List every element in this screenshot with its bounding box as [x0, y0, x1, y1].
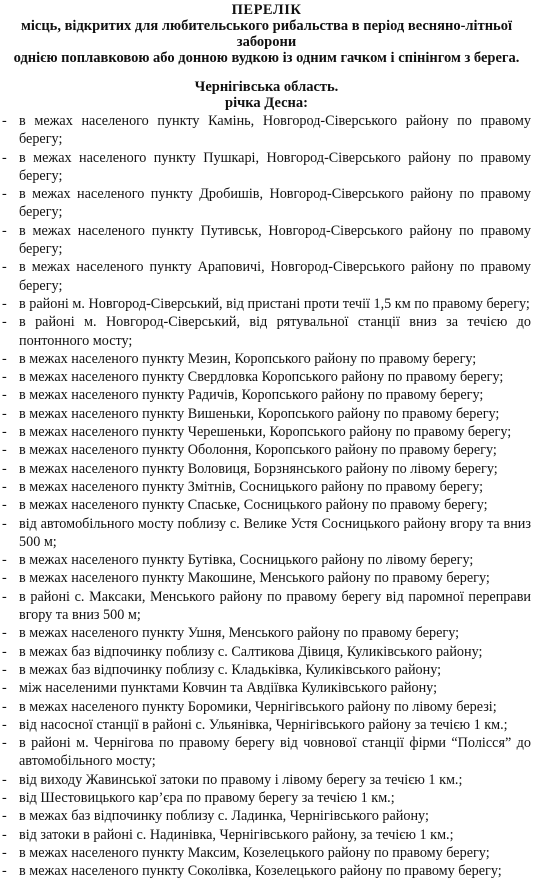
list-item-text: в межах населеного пункту Мезин, Коропського району по правому берегу;: [19, 350, 477, 367]
list-item: [2, 222, 531, 259]
river-heading: річка Десна:: [225, 95, 308, 111]
list-item-text: в межах баз відпочинку поблизу с. Салтикова Дівиця, Куликівського району;: [19, 643, 483, 660]
list-bullet: -: [2, 643, 7, 660]
list-bullet: -: [2, 314, 7, 331]
list-item-text: в межах населеного пункту Боромики, Чернігівського району по лівому березі;: [19, 698, 497, 715]
list-item: [2, 661, 531, 679]
list-item-text: від Шестовицького кар’єра по правому берегу за течією 1 км.;: [19, 789, 395, 806]
list-bullet: -: [2, 826, 7, 843]
list-item: [2, 386, 531, 404]
list-item-text: в межах баз відпочинку поблизу с. Кладьківка, Куликівського району;: [19, 661, 442, 678]
list-item: [2, 496, 531, 514]
list-bullet: -: [2, 405, 7, 422]
list-bullet: -: [2, 735, 7, 752]
list-item: [2, 862, 531, 880]
list-item-text: в межах баз відпочинку поблизу с. Ладинка, Чернігівського району;: [19, 808, 429, 825]
list-bullet: -: [2, 259, 7, 276]
list-bullet: -: [2, 113, 7, 129]
list-item-text: в межах населеного пункту Дробишів, Новгород-Сіверського району по правому берегу;: [19, 186, 531, 221]
list-item: [2, 734, 531, 771]
list-item: [2, 515, 531, 552]
list-bullet: -: [2, 186, 7, 203]
list-item: [2, 149, 531, 186]
list-item-text: в межах населеного пункту Змітнів, Сосницького району по правому берегу;: [19, 478, 484, 495]
list-item: [2, 478, 531, 496]
list-item-text: в межах населеного пункту Оболоння, Коропського району по правому берегу;: [19, 442, 497, 459]
list-item: [2, 112, 531, 149]
list-item-text: в районі с. Максаки, Менського району по правому берегу від паромної переправи вгору та вниз 500 м;: [19, 588, 531, 624]
list-bullet: -: [2, 625, 7, 642]
list-item: [2, 643, 531, 661]
list-item: [2, 826, 531, 844]
list-item: [2, 368, 531, 386]
list-item: [2, 405, 531, 423]
list-bullet: -: [2, 295, 7, 312]
list-item-text: від автомобільного мосту поблизу с. Велике Устя Сосницького району вгору та вниз 500 м;: [19, 515, 531, 550]
list-bullet: -: [2, 588, 7, 605]
places-list: [2, 112, 531, 880]
list-bullet: -: [2, 350, 7, 367]
list-item-text: в межах населеного пункту Бутівка, Сосницького району по лівому берегу;: [19, 552, 474, 569]
list-item: [2, 551, 531, 569]
list-item-text: в районі м. Новгород-Сіверський, від пристані проти течії 1,5 км по правому берегу;: [19, 295, 530, 312]
list-item-text: в межах населеного пункту Спаське, Сосницького району по правому берегу;: [19, 497, 488, 514]
list-item: [2, 460, 531, 478]
list-bullet: -: [2, 369, 7, 386]
list-bullet: -: [2, 698, 7, 715]
list-item-text: в межах населеного пункту Свердловка Коропського району по правому берегу;: [19, 369, 504, 386]
list-bullet: -: [2, 552, 7, 569]
list-item-text: між населеними пунктами Ковчин та Авдіївка Куликівського району;: [19, 680, 438, 697]
list-item: [2, 844, 531, 862]
document-subtitle-line-1: місць, відкритих для любительського рибальства в період весняно-літньої заборони: [20, 18, 512, 50]
list-bullet: -: [2, 716, 7, 733]
list-bullet: -: [2, 789, 7, 806]
list-item: [2, 313, 531, 350]
list-item: [2, 441, 531, 459]
list-bullet: -: [2, 442, 7, 459]
list-item: [2, 350, 531, 368]
list-item-text: в районі м. Чернігова по правому берегу від човнової станції фірми “Полісся” до автомобільного мосту;: [19, 735, 531, 770]
list-item: [2, 258, 531, 295]
list-bullet: -: [2, 460, 7, 477]
list-bullet: -: [2, 387, 7, 404]
list-item: [2, 807, 531, 825]
list-item: [2, 789, 531, 807]
document-subtitle-line-2: однією поплавковою або донною вудкою із одним гачком і спінінгом з берега.: [13, 50, 520, 66]
list-bullet: -: [2, 222, 7, 239]
list-item-text: від виходу Жавинської затоки по правому і лівому берегу за течією 1 км.;: [19, 771, 463, 788]
list-item-text: від насосної станції в районі с. Ульянівка, Чернігівського району за течією 1 км.;: [19, 716, 508, 733]
list-item-text: в межах населеного пункту Соколівка, Козелецького району по правому берегу;: [19, 863, 502, 880]
list-item: [2, 679, 531, 697]
list-item-text: в межах населеного пункту Пушкарі, Новгород-Сіверського району по правому берегу;: [19, 149, 531, 184]
list-bullet: -: [2, 149, 7, 166]
list-bullet: -: [2, 424, 7, 441]
list-bullet: -: [2, 661, 7, 678]
list-bullet: -: [2, 680, 7, 697]
list-item-text: в межах населеного пункту Макошине, Менського району по правому берегу;: [19, 570, 490, 587]
list-bullet: -: [2, 515, 7, 532]
list-item: [2, 771, 531, 789]
list-item-text: в районі м. Новгород-Сіверський, від рятувальної станції вниз за течією до понтонного мосту;: [19, 314, 531, 349]
list-bullet: -: [2, 808, 7, 825]
list-item: [2, 423, 531, 441]
list-item-text: в межах населеного пункту Черешеньки, Коропського району по правому берегу;: [19, 424, 512, 441]
list-item-text: в межах населеного пункту Ушня, Менського району по правому берегу;: [19, 625, 460, 642]
list-item: [2, 716, 531, 734]
spacer: [2, 66, 531, 79]
list-item-text: в межах населеного пункту Путивськ, Новгород-Сіверського району по правому берегу;: [19, 222, 531, 258]
list-item-text: в межах населеного пункту Воловиця, Борзнянського району по лівому берегу;: [19, 460, 498, 477]
list-bullet: -: [2, 478, 7, 495]
list-item: [2, 185, 531, 222]
document-title: ПЕРЕЛІК: [231, 2, 302, 18]
list-item-text: в межах населеного пункту Максим, Козелецького району по правому берегу;: [19, 844, 490, 861]
list-item: [2, 569, 531, 587]
list-item-text: в межах населеного пункту Камінь, Новгород-Сіверського району по правому берегу;: [19, 113, 531, 148]
list-item-text: в межах населеного пункту Радичів, Коропського району по правому берегу;: [19, 387, 484, 404]
list-bullet: -: [2, 844, 7, 861]
list-item: [2, 588, 531, 625]
list-item: [2, 624, 531, 642]
region-heading: Чернігівська область.: [194, 79, 339, 95]
list-bullet: -: [2, 497, 7, 514]
list-bullet: -: [2, 863, 7, 880]
list-item-text: від затоки в районі с. Надинівка, Чернігівського району, за течією 1 км.;: [19, 826, 454, 843]
list-item: [2, 295, 531, 313]
list-item: [2, 698, 531, 716]
list-bullet: -: [2, 570, 7, 587]
list-item-text: в межах населеного пункту Араповичі, Новгород-Сіверського району по правому берегу;: [19, 259, 531, 294]
list-item-text: в межах населеного пункту Вишеньки, Коропського району по правому берегу;: [19, 405, 500, 422]
list-bullet: -: [2, 771, 7, 788]
